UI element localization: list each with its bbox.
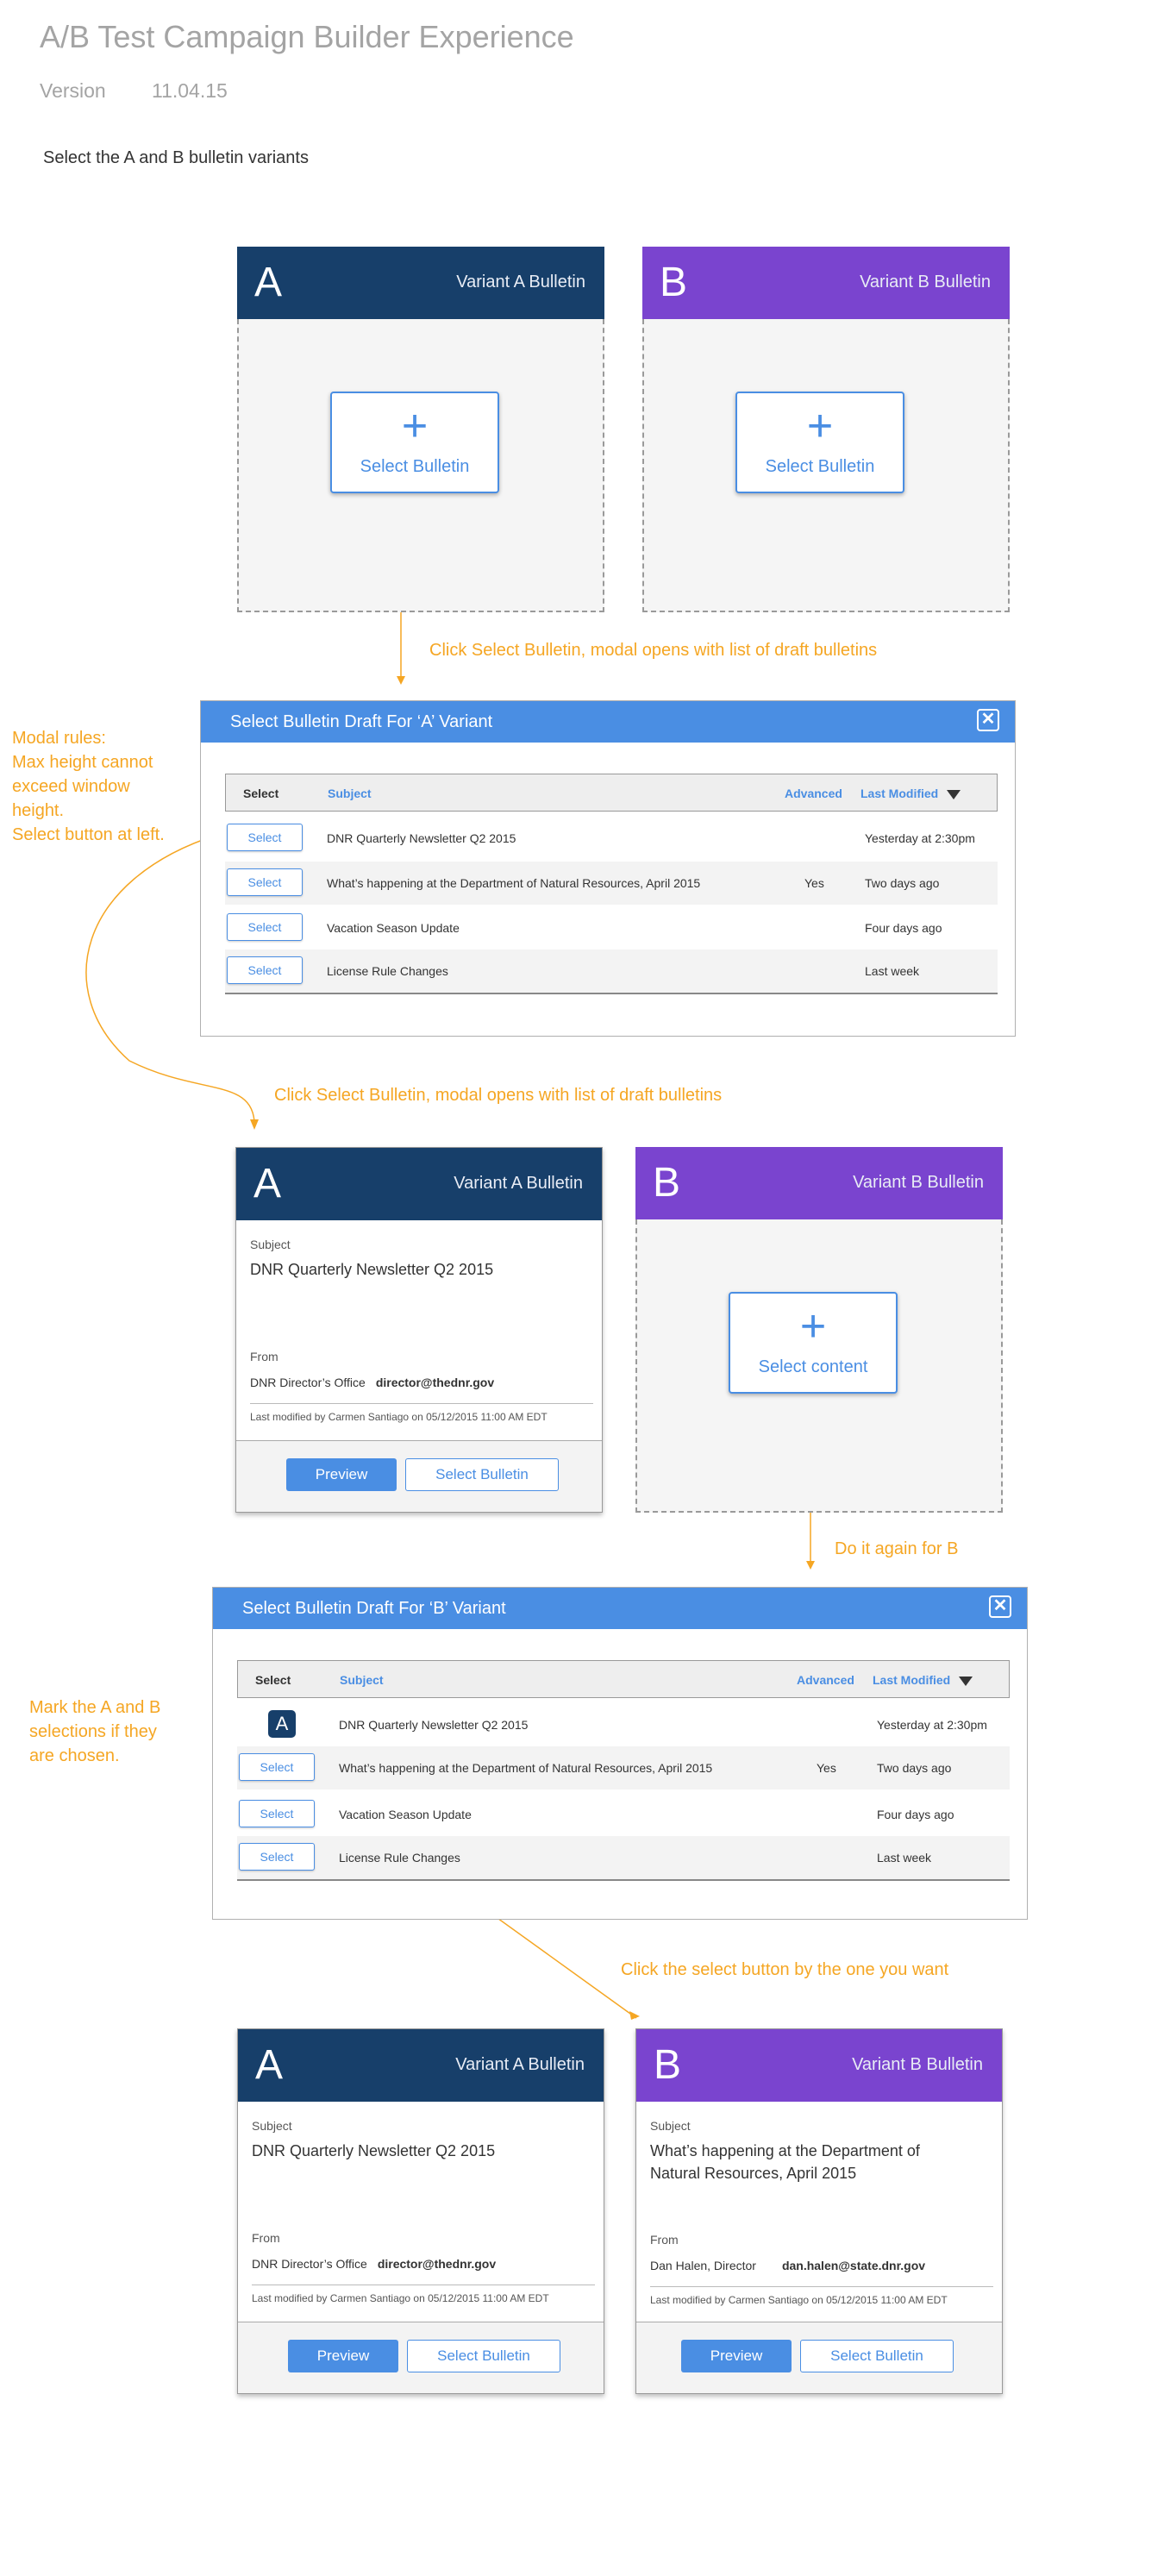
note-line: Max height cannot <box>12 753 153 772</box>
variant-b-label: Variant B Bulletin <box>860 273 991 291</box>
select-bulletin-label: Select Bulletin <box>360 457 470 476</box>
row-select-button[interactable]: Select <box>227 956 303 984</box>
col-last-modified-label: Last Modified <box>873 1673 951 1687</box>
step1-variant-b-card <box>642 247 1010 612</box>
col-last-modified[interactable] <box>860 787 961 800</box>
subject-value-line-2: Natural Resources, April 2015 <box>650 2165 857 2182</box>
variant-b-letter: B <box>660 260 688 305</box>
from-label: From <box>252 2231 280 2245</box>
modal-select-b <box>212 1587 1028 1920</box>
from-email: director@thednr.gov <box>375 1376 495 1389</box>
col-subject[interactable]: Subject <box>328 787 372 800</box>
table-row <box>225 817 998 860</box>
last-modified: Last modified by Carmen Santiago on 05/12/2015 11:00 AM EDT <box>252 2285 595 2304</box>
plus-icon: + <box>806 401 834 451</box>
row-advanced: Yes <box>804 876 824 890</box>
modal-a-title: Select Bulletin Draft For ‘A’ Variant <box>230 712 493 731</box>
row-subject: DNR Quarterly Newsletter Q2 2015 <box>327 831 516 845</box>
arrowhead-4 <box>629 2011 640 2020</box>
note-line: selections if they <box>29 1722 157 1741</box>
row-modified: Two days ago <box>865 876 940 890</box>
variant-a-label: Variant A Bulletin <box>456 273 585 291</box>
row-select-button[interactable]: Select <box>239 1800 315 1827</box>
row-subject: License Rule Changes <box>339 1851 460 1865</box>
row-select-button[interactable]: Select <box>239 1753 315 1781</box>
note-line: Mark the A and B <box>29 1698 161 1717</box>
col-advanced[interactable]: Advanced <box>797 1673 854 1687</box>
modal-b-header <box>213 1588 1027 1629</box>
note-mark-selections <box>29 1695 160 1768</box>
plus-icon: + <box>401 401 429 451</box>
from-row <box>650 2259 925 2272</box>
note-line: height. <box>12 801 65 820</box>
select-content-label: Select content <box>758 1357 868 1376</box>
arrowhead-2 <box>250 1119 259 1130</box>
plus-icon: + <box>799 1301 827 1351</box>
from-name: Dan Halen, Director <box>650 2259 756 2272</box>
note-line: Modal rules: <box>12 729 106 748</box>
note-line: Select button at left. <box>12 825 165 844</box>
row-modified: Last week <box>865 964 920 978</box>
variant-b-letter: B <box>654 2042 682 2088</box>
step3-variant-b-card <box>635 2028 1003 2394</box>
preview-button[interactable]: Preview <box>681 2340 792 2372</box>
table-row <box>225 906 998 950</box>
subject-label: Subject <box>250 1238 291 1251</box>
table-header <box>237 1660 1010 1698</box>
arrowhead-1 <box>397 676 405 685</box>
variant-a-letter: A <box>255 2042 284 2088</box>
variant-a-letter: A <box>254 260 283 305</box>
from-email: dan.halen@state.dnr.gov <box>781 2259 926 2272</box>
preview-button[interactable]: Preview <box>286 1458 397 1491</box>
version-value: 11.04.15 <box>152 79 228 102</box>
variant-b-label: Variant B Bulletin <box>853 1173 984 1192</box>
close-icon[interactable]: ✕ <box>977 709 999 731</box>
row-subject: DNR Quarterly Newsletter Q2 2015 <box>339 1718 529 1732</box>
from-row <box>252 2257 496 2271</box>
variant-b-letter: B <box>653 1160 681 1206</box>
row-subject: Vacation Season Update <box>339 1808 472 1821</box>
col-advanced[interactable]: Advanced <box>785 787 842 800</box>
select-bulletin-button[interactable]: Select Bulletin <box>800 2340 954 2372</box>
from-label: From <box>650 2233 679 2247</box>
row-modified: Four days ago <box>865 921 942 935</box>
modal-b-title: Select Bulletin Draft For ‘B’ Variant <box>242 1599 506 1618</box>
from-label: From <box>250 1350 278 1363</box>
card-footer <box>236 1440 602 1512</box>
col-subject[interactable]: Subject <box>340 1673 384 1687</box>
close-icon[interactable]: ✕ <box>989 1595 1011 1618</box>
row-subject: What’s happening at the Department of Natural Resources, April 2015 <box>327 876 701 890</box>
selected-a-badge: A <box>268 1710 296 1738</box>
variant-a-header <box>236 1148 602 1220</box>
preview-button[interactable]: Preview <box>288 2340 398 2372</box>
col-last-modified[interactable] <box>873 1673 973 1687</box>
note-line: exceed window <box>12 777 130 796</box>
table-row <box>237 1836 1010 1881</box>
table-row <box>225 862 998 905</box>
card-footer <box>238 2322 604 2393</box>
variant-b-header <box>635 1147 1003 1219</box>
subject-value-line-1: What’s happening at the Department of <box>650 2142 920 2159</box>
variant-a-header <box>237 247 604 319</box>
select-bulletin-button[interactable]: Select Bulletin <box>405 1458 559 1491</box>
variant-a-dropzone <box>237 319 604 612</box>
table-row <box>237 1746 1010 1789</box>
note-click-button: Click the select button by the one you want <box>621 1960 949 1979</box>
subject-label: Subject <box>650 2119 691 2133</box>
row-select-button[interactable]: Select <box>239 1843 315 1871</box>
row-select-button[interactable]: Select <box>227 868 303 896</box>
table-row <box>237 1703 1010 1746</box>
variant-a-header <box>238 2029 604 2102</box>
row-subject: License Rule Changes <box>327 964 448 978</box>
variant-a-label: Variant A Bulletin <box>454 1174 583 1193</box>
subject-label: Subject <box>252 2119 292 2133</box>
row-subject: Vacation Season Update <box>327 921 460 935</box>
modal-select-a <box>200 700 1016 1037</box>
last-modified: Last modified by Carmen Santiago on 05/12/2015 11:00 AM EDT <box>250 1403 593 1423</box>
row-select-button[interactable]: Select <box>227 824 303 851</box>
variant-b-header <box>642 247 1010 319</box>
row-modified: Four days ago <box>877 1808 954 1821</box>
table-header <box>225 774 998 812</box>
from-name: DNR Director’s Office <box>252 2257 367 2271</box>
select-content-button[interactable] <box>729 1292 898 1394</box>
select-bulletin-b-button[interactable] <box>735 392 904 493</box>
col-select: Select <box>255 1673 291 1687</box>
variant-b-label: Variant B Bulletin <box>852 2055 983 2074</box>
select-bulletin-a-button[interactable] <box>330 392 499 493</box>
note-click-select-2: Click Select Bulletin, modal opens with list of draft bulletins <box>274 1086 723 1105</box>
variant-b-header <box>636 2029 1002 2102</box>
instruction-text: Select the A and B bulletin variants <box>43 148 309 167</box>
variant-a-label: Variant A Bulletin <box>455 2055 585 2074</box>
select-bulletin-label: Select Bulletin <box>765 457 875 476</box>
row-advanced: Yes <box>817 1761 836 1775</box>
sort-desc-icon <box>947 790 961 799</box>
from-row <box>250 1376 494 1389</box>
variant-b-dropzone <box>635 1219 1003 1513</box>
variant-b-dropzone <box>642 319 1010 612</box>
version-label: Version <box>40 79 106 102</box>
step2-variant-b-card <box>635 1147 1003 1513</box>
table-row <box>237 1793 1010 1836</box>
subject-value: DNR Quarterly Newsletter Q2 2015 <box>250 1261 494 1278</box>
sort-desc-icon <box>959 1677 973 1686</box>
page-title: A/B Test Campaign Builder Experience <box>40 19 574 54</box>
select-bulletin-button[interactable]: Select Bulletin <box>407 2340 560 2372</box>
col-select: Select <box>243 787 279 800</box>
row-modified: Yesterday at 2:30pm <box>877 1718 987 1732</box>
step1-variant-a-card <box>237 247 604 612</box>
col-last-modified-label: Last Modified <box>860 787 939 800</box>
note-do-again: Do it again for B <box>835 1539 959 1558</box>
from-email: director@thednr.gov <box>377 2257 497 2271</box>
modal-a-header <box>201 701 1015 743</box>
card-footer <box>636 2322 1002 2393</box>
from-name: DNR Director’s Office <box>250 1376 366 1389</box>
row-select-button[interactable]: Select <box>227 913 303 941</box>
variant-a-letter: A <box>253 1161 282 1207</box>
row-subject: What’s happening at the Department of Natural Resources, April 2015 <box>339 1761 713 1775</box>
step3-variant-a-card <box>237 2028 604 2394</box>
row-modified: Yesterday at 2:30pm <box>865 831 975 845</box>
last-modified: Last modified by Carmen Santiago on 05/12/2015 11:00 AM EDT <box>650 2286 993 2306</box>
subject-value: DNR Quarterly Newsletter Q2 2015 <box>252 2142 496 2159</box>
row-modified: Last week <box>877 1851 932 1865</box>
note-line: are chosen. <box>29 1746 120 1765</box>
table-row <box>225 950 998 994</box>
arrowhead-3 <box>806 1561 815 1570</box>
step2-variant-a-card <box>235 1147 603 1513</box>
note-click-select: Click Select Bulletin, modal opens with list of draft bulletins <box>429 641 878 660</box>
row-modified: Two days ago <box>877 1761 952 1775</box>
note-modal-rules <box>12 726 165 847</box>
